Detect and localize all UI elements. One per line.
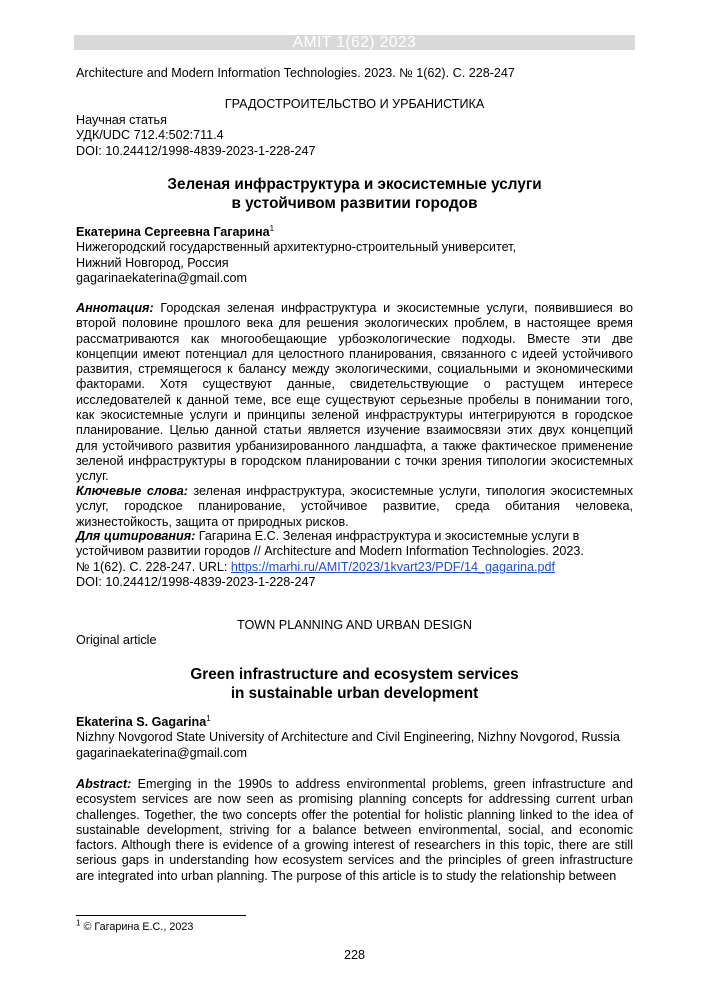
footnote-divider (76, 915, 246, 916)
cite-line1-text: Гагарина Е.С. Зеленая инфраструктура и экосистемные услуги в (195, 529, 580, 543)
cite-line1 (76, 529, 633, 544)
article-type-en: Original article (76, 633, 157, 647)
article-type-ru: Научная статья (76, 113, 167, 127)
footnote (76, 918, 194, 934)
abstract-text: Emerging in the 1990s to address environmental problems, green infrastructure and ecosystem services are now seen as promising planning concepts for addressing current urban challenges. Together, the two concepts offer the potential for holistic planning linked to the idea of sustainable development, striving for a balance between environmental, social, and economic factors. Although there is evidence of a growing interest of researchers in this topic, there are still serious gaps in understanding how ecosystem services and the principles of green infrastructure are integrated into urban planning. The purpose of this article is to study the relationship between (76, 777, 633, 883)
abstract-en (76, 777, 633, 884)
udk: УДК/UDC 712.4:502:711.4 (76, 128, 224, 143)
title-en-line1: Green infrastructure and ecosystem services (190, 666, 519, 683)
journal-banner: AMIT 1(62) 2023 (74, 35, 635, 50)
article-title-en (76, 665, 633, 703)
email-en: gagarinaekaterina@gmail.com (76, 745, 247, 760)
title-en-line2: in sustainable urban development (230, 685, 479, 702)
annotation-text: Городская зеленая инфраструктура и экосистемные услуги, появившиеся во второй половине прошлого века для решения экологических проблем, в настоящее время рассматриваются как многообещающие урбоэкологические подходы. Вместе эти две концепции имеют потенциал для целостного планирования, связанного с идеей устойчивого развития, стремящегося к балансу между экологическими, социальными и экономическими факторами. Хотя существуют данные, свидетельствующие о растущем интересе исследователей к данной теме, все еще существуют серьезные пробелы в понимании того, как экосистемные услуги и принципы зеленой инфраструктуры интегрируются в городское планирование. Целью данной статьи является изучение взаимосвязи этих двух концепций для устойчивого развития урбанизированного ландшафта, а также фактическое применение зеленой инфраструктуры в городском планировании с точки зрения типологии экосистемных услуг. (76, 301, 633, 484)
title-ru-line2: в устойчивом развитии городов (231, 195, 478, 212)
keywords-label: Ключевые слова: (76, 484, 188, 498)
article-meta-ru (76, 113, 633, 159)
keywords-text: зеленая инфраструктура, экосистемные услуги, типология экосистемных услуг, городское планирование, устойчивое развитие, среда обитания человека, жизнестойкость, защита от природных рисков. (76, 484, 633, 529)
footnote-text: © Гагарина Е.С., 2023 (80, 921, 194, 933)
author-block-en (76, 715, 633, 761)
title-ru-line1: Зеленая инфраструктура и экосистемные услуги (167, 176, 542, 193)
section-heading-ru: ГРАДОСТРОИТЕЛЬСТВО И УРБАНИСТИКА (224, 97, 485, 111)
affiliation-ru-line2: Нижний Новгород, Россия (76, 255, 229, 270)
cite-line2: устойчивом развитии городов // Architecture and Modern Information Technologies. 2023. (76, 544, 584, 559)
abstract-label: Abstract: (76, 777, 132, 791)
page-number: 228 (343, 948, 365, 962)
footnote-mark: 1 (76, 918, 81, 928)
email-ru: gagarinaekaterina@gmail.com (76, 270, 247, 285)
doi-ru: DOI: 10.24412/1998-4839-2023-1-228-247 (76, 143, 316, 158)
cite-url-link[interactable]: https://marhi.ru/AMIT/2023/1kvart23/PDF/14_gagarina.pdf (230, 559, 556, 574)
journal-line: Architecture and Modern Information Technologies. 2023. № 1(62). С. 228-247 (76, 66, 515, 80)
author-name-en (76, 715, 633, 730)
affiliation-ru-line1: Нижегородский государственный архитектурно-строительный университет, (76, 240, 517, 255)
author-en: Ekaterina S. Gagarina (76, 715, 207, 729)
annotation-label: Аннотация: (76, 301, 154, 315)
annotation-ru (76, 301, 633, 485)
section-heading-en: TOWN PLANNING AND URBAN DESIGN (237, 618, 472, 632)
cite-line3-prefix: № 1(62). С. 228-247. URL: (76, 559, 231, 574)
affiliation-en: Nizhny Novgorod State University of Architecture and Civil Engineering, Nizhny Novgorod, Russia (76, 730, 620, 745)
citation-ru (76, 529, 633, 590)
keywords-ru (76, 484, 633, 530)
author-ru: Екатерина Сергеевна Гагарина (76, 225, 270, 239)
author-block-ru (76, 225, 633, 286)
cite-line3 (76, 560, 633, 575)
article-title-ru (76, 175, 633, 213)
cite-label: Для цитирования: (76, 529, 196, 543)
cite-doi: DOI: 10.24412/1998-4839-2023-1-228-247 (76, 574, 316, 589)
author-footnote-mark-en: 1 (206, 713, 211, 723)
author-footnote-mark-ru: 1 (269, 223, 275, 233)
author-name-ru (76, 225, 633, 240)
